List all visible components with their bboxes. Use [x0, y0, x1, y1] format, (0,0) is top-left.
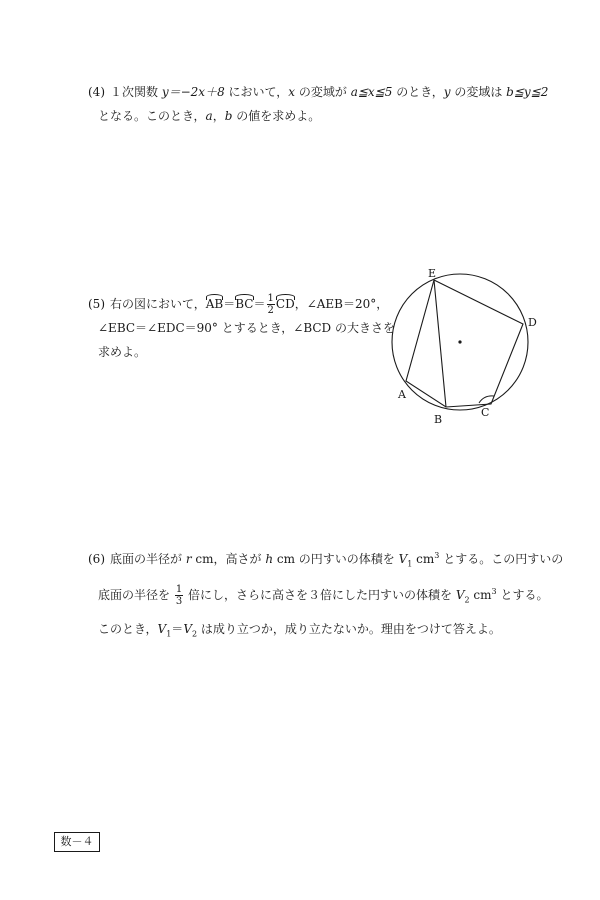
page-label: 数－４	[54, 832, 100, 852]
label-a: A	[398, 388, 406, 401]
q6-text: このとき，	[98, 621, 158, 636]
q6-var-v1: V	[157, 621, 167, 636]
q6-number: (6)	[88, 552, 105, 566]
q6-line1	[88, 544, 563, 576]
q6-sub-2: 2	[191, 629, 198, 639]
circle-figure	[388, 262, 548, 432]
q5-line1	[88, 292, 395, 316]
fraction-numerator: 1	[267, 293, 274, 304]
q4-var-b: b	[224, 109, 233, 123]
q6-text: cm	[469, 588, 492, 603]
q4-text: の変域は	[450, 85, 507, 99]
q6-text: は成り立つか，成り立たないか。理由をつけて答えよ。	[197, 621, 501, 636]
q6-text: 倍にし，さらに高さを３倍にした円すいの体積を	[184, 588, 456, 603]
q4-var-y: y	[443, 85, 451, 99]
q4-line2	[88, 104, 548, 128]
q6-var-h: h	[265, 552, 274, 566]
q6-line2	[88, 580, 563, 612]
q6-var-v1: V	[398, 552, 408, 566]
center-dot	[458, 340, 461, 343]
q4-text: の値を求めよ。	[232, 109, 321, 123]
q6-var-v2: V	[455, 588, 465, 603]
question-6	[88, 544, 563, 646]
arc-cd: CD	[276, 292, 295, 316]
label-c: C	[481, 406, 490, 419]
q6-var-v2: V	[183, 621, 192, 636]
fraction-denominator: 3	[175, 596, 183, 608]
q6-sub-1: 1	[166, 629, 172, 639]
q6-text: cm	[412, 552, 435, 566]
q6-sup-3: 3	[434, 551, 440, 560]
fraction-one-half	[267, 293, 275, 316]
arc-ab: AB	[206, 292, 223, 316]
arc-bc: BC	[235, 292, 253, 316]
q5-number: (5)	[88, 297, 105, 311]
q4-text: ，	[212, 109, 225, 123]
question-5	[88, 292, 395, 364]
q6-sub-1: 1	[407, 559, 413, 569]
fraction-one-third	[175, 584, 183, 607]
q5-text: 右の図において，	[110, 297, 206, 311]
q6-var-r: r	[185, 552, 192, 566]
question-4	[88, 80, 548, 128]
q5-text: ＝	[223, 297, 236, 311]
q6-line3	[88, 617, 563, 646]
q6-text: とする。この円すいの	[439, 552, 564, 566]
q4-number: (4)	[88, 85, 105, 99]
label-d: D	[528, 316, 537, 329]
q6-text: とする。	[496, 588, 549, 603]
q4-text: のとき，	[392, 85, 444, 99]
q4-text: において，	[224, 85, 289, 99]
q5-text: ，∠AEB＝20°，	[294, 297, 389, 311]
q6-text: ＝	[171, 621, 184, 636]
q5-text: ＝	[253, 297, 266, 311]
q5-line2: ∠EBC＝∠EDC＝90° とするとき，∠BCD の大きさを	[98, 321, 395, 335]
segment-eb	[434, 280, 446, 407]
q4-equation: y＝−2x＋8	[161, 85, 225, 99]
label-b: B	[434, 413, 443, 426]
q4-x-range: a≦x≦5	[350, 85, 393, 99]
q6-text: 底面の半径が	[110, 552, 186, 566]
q6-text: cm の円すいの体積を	[273, 552, 399, 566]
q4-text: １次関数	[110, 85, 162, 99]
q4-y-range: b≦y≦2	[506, 85, 549, 99]
pentagon-edges	[406, 280, 523, 407]
q4-text: となる。このとき，	[98, 109, 206, 123]
q4-text: の変域が	[295, 85, 351, 99]
label-e: E	[428, 267, 437, 280]
q4-var-a: a	[205, 109, 213, 123]
q5-line3: 求めよ。	[98, 345, 147, 359]
fraction-denominator: 2	[267, 305, 274, 316]
q4-var-x: x	[288, 85, 296, 99]
fraction-numerator: 1	[175, 584, 183, 596]
q6-sub-2: 2	[464, 595, 470, 605]
q6-text: cm，高さが	[191, 552, 266, 566]
q6-text: 底面の半径を	[98, 588, 174, 603]
q6-sup-3: 3	[491, 587, 497, 597]
q4-line1	[88, 80, 548, 104]
